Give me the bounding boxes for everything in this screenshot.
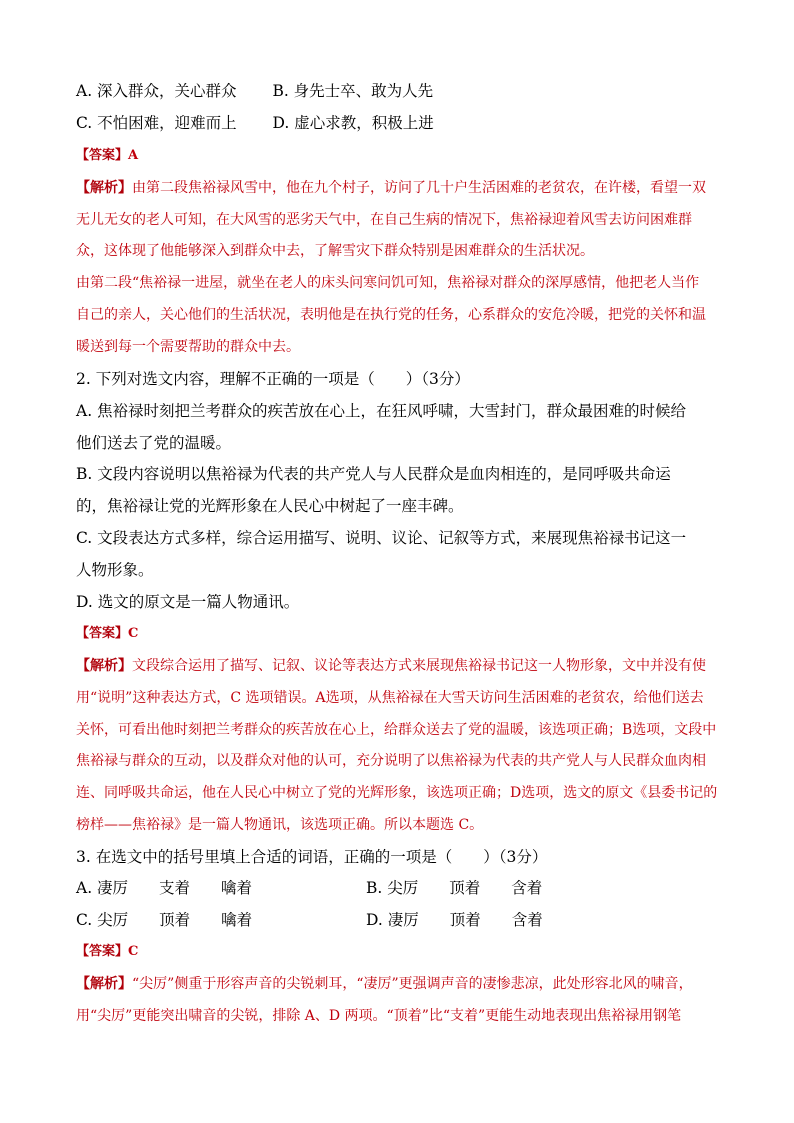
q1-option-a: A. 深入群众，关心群众 [76, 82, 237, 100]
q2-option-a-cont: 他们送去了党的温暖。 [76, 434, 232, 452]
q2-option-c-cont: 人物形象。 [76, 561, 154, 579]
q1-options-row-2 [76, 112, 434, 134]
answer-value: A [128, 148, 139, 163]
q2-analysis-line-5: 连、同呼吸共命运，他在人民心中树立了党的光辉形象，该选项正确；D选项，选文的原文《县委书记的 [76, 785, 718, 801]
answer-value: C [128, 944, 139, 959]
analysis-text: “尖厉”侧重于形容声音的尖锐刺耳，“凄厉”更强调声音的凄惨悲凉，此处形容北风的啸音， [132, 976, 693, 992]
answer-label: 【答案】 [76, 626, 129, 641]
q2-option-b: B. 文段内容说明以焦裕禄为代表的共产党人与人民群众是血肉相连的，是同呼吸共命运 [76, 465, 671, 483]
q3-option-b: B. 尖厉 顶着 含着 [366, 879, 543, 897]
q1-option-b: B. 身先士卒、敢为人先 [272, 82, 434, 100]
answer-label: 【答案】 [76, 148, 129, 163]
q3-analysis-line-2: 用“尖厉”更能突出啸音的尖锐，排除 A、D 两项。“顶着”比“支着”更能生动地表现出焦裕禄用钢笔 [76, 1008, 682, 1024]
answer-value: C [128, 626, 139, 641]
q2-stem: 2. 下列对选文内容，理解不正确的一项是（ ）（3分） [76, 370, 470, 388]
analysis-label: 【解析】 [76, 658, 132, 674]
q1-analysis-line-3: 众，这体现了他能够深入到群众中去，了解雪灾下群众特别是困难群众的生活状况。 [76, 243, 594, 259]
q2-analysis-line-4: 焦裕禄与群众的互动，以及群众对他的认可，充分说明了以焦裕禄为代表的共产党人与人民群众血肉相 [76, 753, 706, 769]
q1-option-d: D. 虚心求教，积极上进 [272, 114, 434, 132]
analysis-text: 由第二段焦裕禄风雪中，他在九个村子，访问了几十户生活困难的老贫农，在许楼，看望一双 [132, 180, 706, 196]
q3-option-d: D. 凄厉 顶着 含着 [366, 911, 543, 929]
q3-answer [76, 941, 138, 963]
analysis-text: 文段综合运用了描写、记叙、议论等表达方式来展现焦裕禄书记这一人物形象，文中并没有使 [132, 658, 706, 674]
q2-analysis-line-1 [76, 655, 706, 677]
q3-option-c: C. 尖厉 顶着 噙着 [76, 911, 253, 929]
q1-analysis-line-4: 由第二段“焦裕禄一进屋，就坐在老人的床头问寒问饥可知，焦裕禄对群众的深厚感情，他把老人当作 [76, 275, 700, 291]
answer-label: 【答案】 [76, 944, 129, 959]
q1-analysis-line-5: 自己的亲人，关心他们的生活状况，表明他是在执行党的任务，心系群众的安危冷暖，把党的关怀和温 [76, 307, 706, 323]
q3-stem: 3. 在选文中的括号里填上合适的词语，正确的一项是（ ）（3分） [76, 848, 548, 866]
q3-option-a: A. 凄厉 支着 噙着 [76, 879, 253, 897]
q2-analysis-line-3: 关怀，可看出他时刻把兰考群众的疾苦放在心上，给群众送去了党的温暖，该选项正确；B选项，文段中 [76, 722, 717, 738]
q1-analysis-line-6: 暖送到每一个需要帮助的群众中去。 [76, 339, 300, 355]
q2-option-a: A. 焦裕禄时刻把兰考群众的疾苦放在心上，在狂风呼啸，大雪封门，群众最困难的时候给 [76, 402, 687, 420]
q2-answer [76, 623, 138, 645]
q1-option-c: C. 不怕困难，迎难而上 [76, 114, 237, 132]
q1-analysis-line-2: 无儿无女的老人可知，在大风雪的恶劣天气中，在自己生病的情况下，焦裕禄迎着风雪去访问困难群 [76, 212, 692, 228]
q2-analysis-line-2: 用“说明”这种表达方式，C 选项错误。A选项，从焦裕禄在大雪天访问生活困难的老贫农，给他们送去 [76, 690, 704, 706]
analysis-label: 【解析】 [76, 180, 132, 196]
q2-option-d: D. 选文的原文是一篇人物通讯。 [76, 593, 300, 611]
q1-answer [76, 145, 138, 167]
q2-option-c: C. 文段表达方式多样，综合运用描写、说明、议论、记叙等方式，来展现焦裕禄书记这一 [76, 529, 687, 547]
analysis-label: 【解析】 [76, 976, 132, 992]
q3-options-row-2 [76, 909, 543, 931]
q2-option-b-cont: 的，焦裕禄让党的光辉形象在人民心中树起了一座丰碑。 [76, 497, 464, 515]
q3-options-row-1 [76, 877, 542, 899]
q3-analysis-line-1 [76, 973, 693, 995]
q1-analysis-line-1 [76, 177, 706, 199]
q1-options-row-1 [76, 80, 433, 102]
q2-analysis-line-6: 榜样——焦裕禄》是一篇人物通讯，该选项正确。所以本题选 C。 [76, 817, 484, 833]
